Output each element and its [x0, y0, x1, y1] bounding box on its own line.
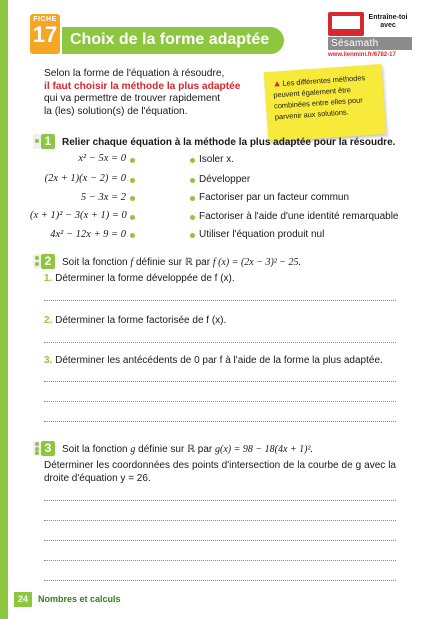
difficulty-dot [35, 262, 39, 266]
question-number: 3. [44, 355, 53, 366]
thumbs-up-icon: ▲ [272, 78, 282, 89]
method-label: Utiliser l'équation produit nul [199, 229, 325, 240]
intro-line-highlight: il faut choisir la méthode la plus adaptée [44, 80, 241, 92]
fiche-label: FICHE [33, 16, 57, 23]
question-2 [44, 315, 226, 326]
equation: (2x + 1)(x − 2) = 0 [44, 173, 126, 184]
method-link-dot[interactable] [190, 215, 195, 220]
exercise-number: 1 [41, 134, 55, 149]
equation-link-dot[interactable] [130, 233, 135, 238]
difficulty-dot [35, 139, 39, 143]
page-title: Choix de la forme adaptée [70, 31, 270, 48]
method-link-dot[interactable] [190, 233, 195, 238]
statement-prefix: Soit la fonction [62, 257, 128, 268]
function-name: f [130, 257, 134, 268]
intro-line: la (les) solution(s) de l'équation. [44, 105, 188, 117]
equation-link-dot[interactable] [130, 196, 135, 201]
answer-line[interactable] [44, 381, 396, 382]
intro-text [44, 68, 274, 118]
question-text: Déterminer la forme développée de f (x). [55, 273, 235, 284]
answer-line[interactable] [44, 580, 396, 581]
exercise-number: 3 [41, 441, 55, 456]
exercise-3-question: Déterminer les coordonnées des points d'intersection de la courbe de g avec la droite d'équation y = 26. [44, 460, 396, 484]
equation-link-dot[interactable] [130, 158, 135, 163]
section-label: Nombres et calculs [38, 594, 121, 604]
difficulty-dot [35, 256, 39, 260]
equation-link-dot[interactable] [130, 178, 135, 183]
question-3 [44, 355, 383, 366]
answer-line[interactable] [44, 300, 396, 301]
equation: 5 − 3x = 2 [80, 192, 126, 203]
function-expression: g(x) = 98 − 18(4x + 1)². [215, 444, 313, 455]
equation-link-dot[interactable] [130, 215, 135, 220]
answer-line[interactable] [44, 560, 396, 561]
exercise-3-statement [62, 444, 313, 455]
answer-line[interactable] [44, 401, 396, 402]
answer-line[interactable] [44, 520, 396, 521]
equation: 4x² − 12x + 9 = 0 [50, 229, 126, 240]
sesamath-url[interactable]: www.lienmini.fr/6782-17 [328, 52, 396, 58]
difficulty-dots [33, 254, 41, 269]
question-1 [44, 273, 235, 284]
train-text: Entraîne-toi avec [368, 14, 408, 29]
statement-mid: définie sur ℝ par [138, 444, 213, 455]
exercise-number: 2 [41, 254, 55, 269]
difficulty-dot [35, 447, 39, 451]
statement-mid: définie sur ℝ par [135, 257, 211, 268]
fiche-number: 17 [32, 22, 58, 47]
sticky-note-text: Les différentes méthodes peuvent également être combinées entre elles pour parvenir aux solutions. [273, 73, 366, 122]
statement-prefix: Soit la fonction [62, 444, 128, 455]
function-expression: f (x) = (2x − 3)² − 25. [212, 257, 302, 268]
sesamath-logo: Sésamath [328, 37, 412, 50]
method-link-dot[interactable] [190, 196, 195, 201]
question-text: Déterminer les antécédents de 0 par f à l'aide de la forme la plus adaptée. [55, 355, 383, 366]
exercise-2-statement [62, 257, 301, 268]
sticky-note [264, 64, 387, 142]
equation: x² − 5x = 0 [78, 153, 126, 164]
title-bar [62, 27, 284, 54]
function-name: g [130, 444, 136, 455]
method-link-dot[interactable] [190, 178, 195, 183]
answer-line[interactable] [44, 540, 396, 541]
method-label: Développer [199, 174, 251, 185]
computer-screen-icon [328, 12, 364, 36]
method-label: Factoriser à l'aide d'une identité remarquable [199, 211, 399, 222]
answer-line[interactable] [44, 342, 396, 343]
equation: (x + 1)² − 3(x + 1) = 0 [30, 210, 127, 221]
difficulty-dot [35, 451, 39, 455]
fiche-tag [30, 14, 60, 54]
answer-line[interactable] [44, 500, 396, 501]
difficulty-dots [33, 441, 41, 456]
difficulty-dots [33, 134, 41, 149]
intro-line: qui va permettre de trouver rapidement [44, 93, 221, 104]
answer-line[interactable] [44, 421, 396, 422]
exercise-1-instruction: Relier chaque équation à la méthode la plus adaptée pour la résoudre. [62, 137, 396, 148]
page-number: 24 [14, 592, 32, 607]
sesamath-link-box[interactable] [328, 12, 412, 62]
method-link-dot[interactable] [190, 158, 195, 163]
difficulty-dot [35, 442, 39, 446]
question-number: 2. [44, 315, 53, 326]
method-label: Factoriser par un facteur commun [199, 192, 350, 203]
intro-line: Selon la forme de l'équation à résoudre, [44, 68, 225, 79]
question-number: 1. [44, 273, 53, 284]
left-margin-bar [0, 0, 8, 619]
method-label: Isoler x. [199, 154, 235, 165]
question-text: Déterminer la forme factorisée de f (x). [55, 315, 227, 326]
